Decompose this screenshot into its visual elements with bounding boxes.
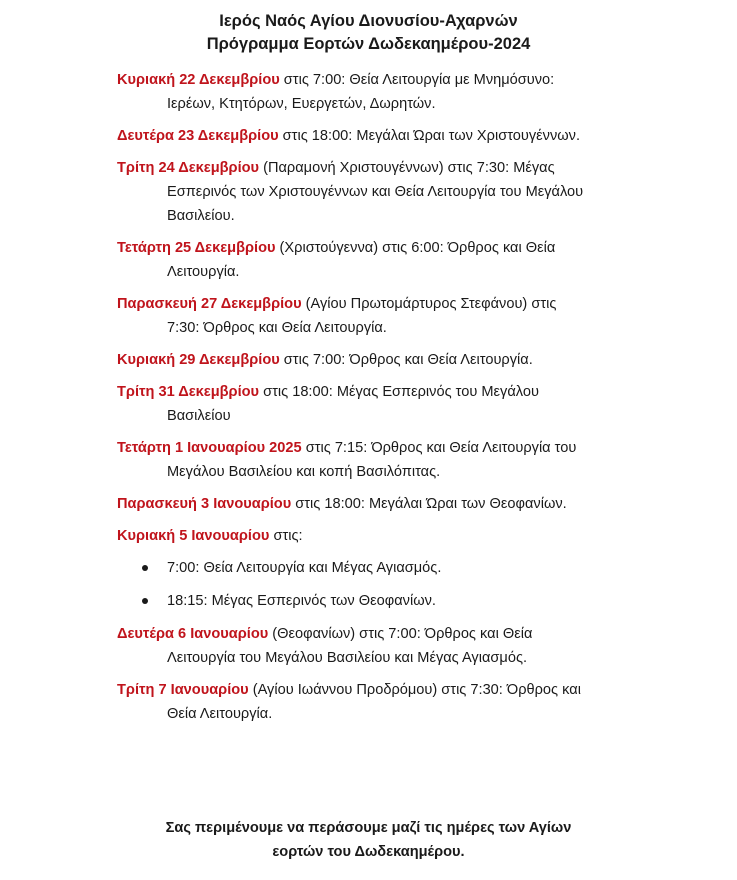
closing-line-1: Σας περιμένουμε να περάσουμε μαζί τις ημέρες των Αγίων	[165, 820, 572, 836]
bullet-text: 7:00: Θεία Λειτουργία και Μέγας Αγιασμός.	[167, 560, 442, 576]
entry-text: (Αγίου Πρωτομάρτυρος Στεφάνου) στις 7:30: Όρθρος και Θεία Λειτουργία.	[167, 296, 557, 336]
closing-line-2: εορτών του Δωδεκαημέρου.	[272, 844, 465, 860]
schedule-entry	[117, 492, 587, 516]
entry-day: Παρασκευή 3 Ιανουαρίου	[117, 496, 292, 512]
entry-day: Κυριακή 29 Δεκεμβρίου	[117, 352, 280, 368]
schedule-entry	[117, 622, 587, 670]
schedule-entry	[117, 236, 587, 284]
entry-day: Κυριακή 22 Δεκεμβρίου	[117, 72, 280, 88]
entry-day: Τρίτη 7 Ιανουαρίου	[117, 682, 249, 698]
bullet-item	[117, 556, 587, 580]
bullet-icon	[142, 565, 148, 571]
entry-text: (Παραμονή Χριστουγέννων) στις 7:30: Μέγας Εσπερινός των Χριστουγέννων και Θεία Λειτουργία του Μεγάλου Βασιλείου.	[167, 160, 584, 224]
closing-message	[0, 816, 737, 864]
schedule-list	[117, 68, 587, 734]
entry-text: (Αγίου Ιωάννου Προδρόμου) στις 7:30: Όρθρος και Θεία Λειτουργία.	[167, 682, 581, 722]
entry-text: στις 18:00: Μεγάλαι Ώραι των Θεοφανίων.	[291, 496, 567, 512]
document-header	[0, 10, 737, 56]
entry-day: Παρασκευή 27 Δεκεμβρίου	[117, 296, 302, 312]
program-title: Πρόγραμμα Εορτών Δωδεκαημέρου-2024	[206, 35, 531, 53]
entry-day: Δευτέρα 6 Ιανουαρίου	[117, 626, 269, 642]
entry-day: Τετάρτη 25 Δεκεμβρίου	[117, 240, 276, 256]
schedule-entry	[117, 524, 587, 548]
entry-text: στις 18:00: Μεγάλαι Ώραι των Χριστουγέννων.	[278, 128, 581, 144]
bullet-icon	[142, 598, 148, 604]
bullet-text: 18:15: Μέγας Εσπερινός των Θεοφανίων.	[167, 593, 436, 609]
entry-day: Τρίτη 24 Δεκεμβρίου	[117, 160, 260, 176]
schedule-entry	[117, 678, 587, 726]
entry-text: (Θεοφανίων) στις 7:00: Όρθρος και Θεία Λειτουργία του Μεγάλου Βασιλείου και Μέγας Αγιασμός.	[167, 626, 533, 666]
schedule-entry	[117, 348, 587, 372]
entry-text: στις 7:15: Όρθρος και Θεία Λειτουργία του Μεγάλου Βασιλείου και κοπή Βασιλόπιτας.	[167, 440, 577, 480]
schedule-entry	[117, 436, 587, 484]
entry-day: Δευτέρα 23 Δεκεμβρίου	[117, 128, 279, 144]
entry-text: στις 7:00: Όρθρος και Θεία Λειτουργία.	[279, 352, 533, 368]
entry-text: στις 7:00: Θεία Λειτουργία με Μνημόσυνο: Ιερέων, Κτητόρων, Ευεργετών, Δωρητών.	[167, 72, 555, 112]
schedule-entry	[117, 380, 587, 428]
entry-text: στις:	[269, 528, 303, 544]
schedule-entry	[117, 292, 587, 340]
church-name-title: Ιερός Ναός Αγίου Διονυσίου-Αχαρνών	[219, 12, 518, 30]
entry-day: Κυριακή 5 Ιανουαρίου	[117, 528, 270, 544]
entry-day: Τρίτη 31 Δεκεμβρίου	[117, 384, 260, 400]
entry-text: στις 18:00: Μέγας Εσπερινός του Μεγάλου Βασιλείου	[167, 384, 539, 424]
entry-day: Τετάρτη 1 Ιανουαρίου 2025	[117, 440, 302, 456]
schedule-entry	[117, 68, 587, 116]
schedule-entry	[117, 156, 587, 228]
bullet-item	[117, 589, 587, 613]
entry-text: (Χριστούγεννα) στις 6:00: Όρθρος και Θεία Λειτουργία.	[167, 240, 556, 280]
bullet-list	[117, 556, 587, 613]
schedule-entry	[117, 124, 587, 148]
